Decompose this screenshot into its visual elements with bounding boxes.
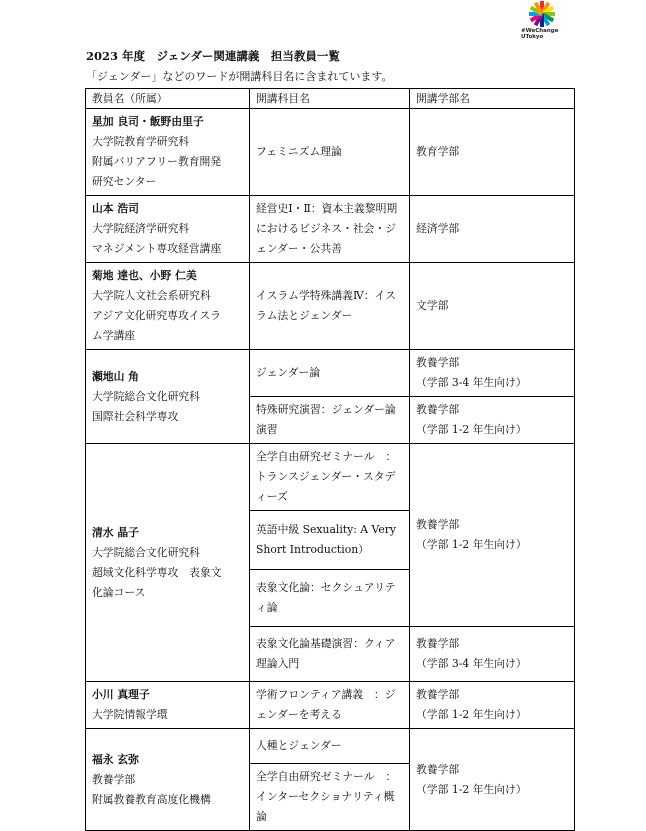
affiliation-line: 大学院情報学環 — [92, 708, 168, 721]
table-row — [86, 682, 575, 729]
table-row — [86, 196, 575, 263]
affiliation-line: 大学院人文社会系研究科 — [92, 289, 211, 302]
table-row — [86, 263, 575, 350]
faculty-cell: 教養学部 （学部 1-2 年生向け） — [410, 729, 575, 831]
header-faculty: 開講学部名 — [410, 89, 575, 109]
course-cell: 英語中級 Sexuality: A Very Short Introduction） — [250, 511, 410, 570]
logo-text: #WeChange UTokyo — [521, 28, 559, 40]
affiliation-line: マネジメント専攻経営講座 — [92, 242, 222, 255]
course-cell: 学術フロンティア講義 ：ジェンダーを考える — [250, 682, 410, 729]
course-cell: フェミニズム理論 — [250, 109, 410, 196]
faculty-cell: 教養学部 （学部 1-2 年生向け） — [410, 444, 575, 627]
faculty-cell: 教育学部 — [410, 109, 575, 196]
instructor-name: 山本 浩司 — [92, 202, 139, 215]
document-title: 2023 年度 ジェンダー関連講義 担当教員一覧 — [86, 49, 340, 63]
instructor-cell — [86, 729, 250, 831]
course-cell: 特殊研究演習：ジェンダー論演習 — [250, 397, 410, 444]
instructor-cell — [86, 350, 250, 444]
affiliation-line: 超域文化科学専攻 表象文 — [92, 565, 222, 579]
faculty-cell: 経済学部 — [410, 196, 575, 263]
instructor-cell — [86, 682, 250, 729]
affiliation-line: 国際社会科学専攻 — [92, 409, 179, 423]
affiliation-line: 附属教養教育高度化機構 — [92, 792, 211, 806]
affiliation-line: 附属バリアフリー教育開発 — [92, 155, 222, 168]
affiliation-line: アジア文化研究専攻イスラ — [92, 309, 222, 322]
course-cell: 表象文化論基礎演習：クィア理論入門 — [250, 627, 410, 682]
faculty-cell: 教養学部 （学部 3-4 年生向け） — [410, 627, 575, 682]
faculty-cell: 教養学部 （学部 1-2 年生向け） — [410, 682, 575, 729]
instructor-name: 福永 玄弥 — [92, 752, 139, 766]
instructor-cell — [86, 444, 250, 682]
affiliation-line: 教養学部 — [92, 772, 136, 786]
faculty-cell: 文学部 — [410, 263, 575, 350]
course-cell: 経営史Ⅰ・Ⅱ：資本主義黎明期におけるビジネス・社会・ジェンダー・公共善 — [250, 196, 410, 263]
course-cell: 全学自由研究ゼミナール ：トランスジェンダー・スタディーズ — [250, 444, 410, 511]
table-row — [86, 729, 575, 764]
instructor-name: 清水 晶子 — [92, 525, 139, 539]
affiliation-line: 大学院総合文化研究科 — [92, 389, 200, 403]
course-cell: ジェンダー論 — [250, 350, 410, 397]
course-cell: 全学自由研究ゼミナール ：インターセクショナリティ概論 — [250, 764, 410, 831]
instructor-cell — [86, 263, 250, 350]
header-course: 開講科目名 — [250, 89, 410, 109]
table-header-row — [86, 89, 575, 109]
affiliation-line: ム学講座 — [92, 329, 136, 342]
table-row — [86, 444, 575, 511]
instructor-name: 瀬地山 角 — [92, 369, 139, 383]
course-cell: 表象文化論：セクシュアリティ論 — [250, 570, 410, 627]
course-cell: イスラム学特殊講義Ⅳ：イスラム法とジェンダー — [250, 263, 410, 350]
table-row — [86, 350, 575, 397]
instructor-cell — [86, 109, 250, 196]
faculty-cell: 教養学部 （学部 3-4 年生向け） — [410, 350, 575, 397]
affiliation-line: 研究センター — [92, 175, 157, 188]
instructor-table — [85, 88, 575, 831]
course-cell: 人種とジェンダー — [250, 729, 410, 764]
instructor-name: 小川 真理子 — [92, 688, 150, 701]
faculty-cell: 教養学部 （学部 1-2 年生向け） — [410, 397, 575, 444]
table-row — [86, 109, 575, 196]
instructor-name: 星加 良司・飯野由里子 — [92, 115, 204, 128]
instructor-name: 菊地 達也、小野 仁美 — [92, 269, 197, 282]
header-instructor: 教員名（所属） — [86, 89, 250, 109]
affiliation-line: 大学院経済学研究科 — [92, 222, 190, 235]
instructor-cell — [86, 196, 250, 263]
affiliation-line: 大学院教育学研究科 — [92, 135, 190, 148]
affiliation-line: 大学院総合文化研究科 — [92, 545, 200, 559]
affiliation-line: 化論コース — [92, 585, 146, 599]
document-note: 「ジェンダー」などのワードが開講科目名に含まれています。 — [86, 70, 393, 83]
